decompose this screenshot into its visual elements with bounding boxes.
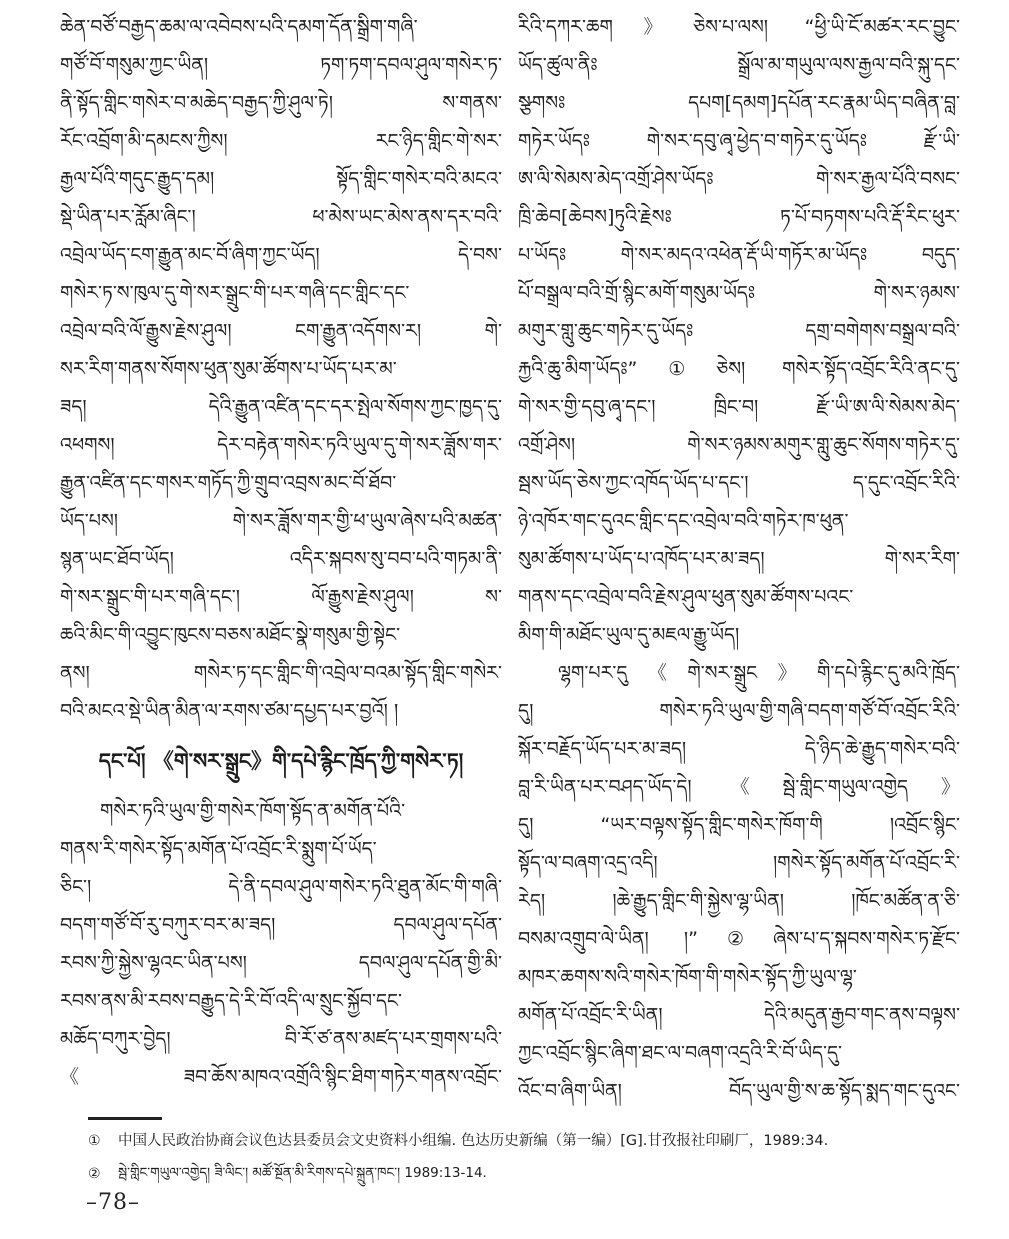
text-line: ཀྱང་འབྲོང་སྙིང་ཞིག་ཐང་ལ་བཞག་འདྲའི་རི་བོ་ཡིད་དུ་ xyxy=(518,1042,843,1064)
text-line: རོང་འབྲོག་མི་དམངས་ཀྱིས། རང་ཉིད་གླིང་གེ་སར་ xyxy=(60,130,502,152)
text-line: འོང་བ་ཞིག་ཡིན། བོད་ཡུལ་གྱི་ས་ཆ་སྟོད་སྨད་གང་དུའང་ xyxy=(518,1080,960,1102)
text-line: མགོན་པོ་འབྲོང་རི་ཡིན། དེའི་མདུན་རྒྱབ་གང་ནས་བལྟས་ xyxy=(518,1004,960,1026)
footnote-1-marker: ① xyxy=(88,1133,101,1149)
text-line: རེད། །ཆེ་རྒྱུད་གླིང་གི་སྐྱེས་ལྷ་ཡིན། །ཁོང་མཚོན་ན་ཅི་ xyxy=(518,890,960,912)
page-number: –78– xyxy=(86,1190,140,1215)
text-line: དུ། “ཡར་བལྟས་སྟོད་གླིང་གསེར་ཁོག་གི །འབྲོང་སྙིང་ xyxy=(518,814,960,836)
text-line: རབས་ཀྱི་སྐྱེས་ལྷའང་ཡིན་པས། དབལ་ཤུལ་དཔོན་གྱི་མི་ xyxy=(60,952,502,974)
footnote-block xyxy=(88,1117,948,1197)
text-line: བླ་རི་ཡིན་པར་བཤད་ཡོད་དེ། 《སྦེ་གླིང་གཡུལ་འགྱེད》 xyxy=(518,776,960,798)
text-line: ཁྲི་ཆེབ[ཆེབས]ཏུའི་རྗེསཿ ཏ་པོ་བཏགས་པའི་རྡོ་རིང་ཕུར་ xyxy=(518,206,960,228)
footnote-1 xyxy=(88,1131,948,1164)
text-line: སར་རིག་གནས་སོགས་ཕུན་སུམ་ཚོགས་པ་ཡོད་པར་མ་ xyxy=(60,358,397,380)
text-line: འཕགས། དེར་བརྟེན་གསེར་ཏའི་ཡུལ་དུ་གེ་སར་ཟློས་གར་ xyxy=(60,434,502,456)
text-line: སྟོད་ལ་བཞག་འདྲ་འདི། །གསེར་སྟོད་མགོན་པོ་འབྲོང་རི་ xyxy=(518,852,960,874)
text-line: བའི་མངའ་སྡེ་ཡིན་མིན་ལ་རགས་ཙམ་དཔྱད་པར་བྱའོ། ། xyxy=(60,700,399,722)
footnote-2-marker: ② xyxy=(88,1166,101,1182)
text-line: ཡོད་པས། གེ་སར་ཟློས་གར་གྱི་ཕ་ཡུལ་ཞེས་པའི་མཚན་ xyxy=(60,510,502,532)
text-line: ཨ་ལི་སེམས་མེད་འགྲོ་ཤེས་ཡོདཿ གེ་སར་རྒྱལ་པོའི་བསང་ xyxy=(518,168,960,190)
section-heading: དང་པོ། 《གེ་སར་སྒྲུང》གི་དཔེ་རྙིང་ཁྲོད་ཀྱི་གསེར་ཏ། xyxy=(98,749,464,773)
right-column xyxy=(518,8,960,1110)
text-line: དུ། གསེར་ཏའི་ཡུལ་གྱི་གཞི་བདག་གཙོ་བོ་འབྲོང་རིའི་ xyxy=(518,700,960,722)
text-line: སུམ་ཚོགས་པ་ཡོད་པ་འཁོད་པར་མ་ཟད། གེ་སར་རིག་ xyxy=(518,548,960,570)
text-line: ཅིང་། དེ་ནི་དབལ་ཤུལ་གསེར་ཏའི་ཐུན་མོང་གི་གཞི་ xyxy=(60,876,502,898)
text-line: གཏེར་ཡོདཿ གེ་སར་དབུ་ཞྭ་ཕྱེད་བ་གཏེར་དུ་ཡོདཿ རྫོ་ཡི་ xyxy=(518,130,960,152)
text-line: མིག་གི་མཐོང་ཡུལ་དུ་མཇལ་རྒྱུ་ཡོད། xyxy=(518,624,740,646)
text-line: གེ་སར་སྒྲུང་གི་པར་གཞི་དང་། ལོ་རྒྱུས་རྗེས་ཤུལ། ས་ xyxy=(60,586,502,608)
text-line: བསམ་འགྲུབ་ལེ་ཡིན། །”②ཞེས་པ་ད་སྐབས་གསེར་ཏ་རྫོང་ xyxy=(518,928,960,950)
text-line: མགུར་གླུ་ཆུང་གཏེར་དུ་ཡོདཿ དགྲ་བགེགས་བསྒྲལ་བའི་ xyxy=(518,320,960,342)
footnote-1-text: 中国人民政治协商会议色达县委员会文史资料小组编. 色达历史新编（第一编）[G].甘孜报社印刷厂，1989:34. xyxy=(118,1133,829,1149)
text-columns xyxy=(60,8,960,1110)
text-line: བདག་གཙོ་བོ་རུ་བཀུར་བར་མ་ཟད། དབལ་ཤུལ་དཔོན་ xyxy=(60,914,502,936)
text-line: གསེར་ཏའི་ཡུལ་གྱི་གསེར་ཁོག་སྟོད་ན་མགོན་པོའི་ xyxy=(100,800,406,822)
text-line: ཟད། དེའི་རྒྱུན་འཛིན་དང་དར་སྤེལ་སོགས་ཀྱང་ཁྱད་དུ་ xyxy=(60,396,502,418)
text-line: རྐྱའི་ཆུ་མིག་ཡོདཿ”①ཅེས། གསེར་སྟོད་འབྲོང་རིའི་ནང་དུ་ xyxy=(518,358,960,380)
text-line: སྩགསཿ དཔག[དམག]དཔོན་རང་རྣམ་ཡིད་བཞིན་བླ་ xyxy=(518,92,960,114)
text-line: གེ་སར་གྱི་དབུ་ཞྭ་དང་། ཁྲིང་བ། རྫོ་ཡི་ཨ་ལི་སེམས་མེད་ xyxy=(518,396,960,418)
text-line: རྒྱུན་འཛིན་དང་གསར་གཏོད་ཀྱི་གྲུབ་འབྲས་མང་བོ་ཐོབ་ xyxy=(60,472,397,494)
text-line: མཆོད་བཀུར་བྱེད། བི་རོ་ཙ་ནས་མཛད་པར་གྲགས་པའི་ xyxy=(60,1028,502,1050)
text-line: ནས། གསེར་ཏ་དང་གླིང་གི་འབྲེལ་བའམ་སྟོད་གླིང་གསེར་ xyxy=(60,662,502,684)
text-line: སྙན་ཡང་ཐོབ་ཡོད། འདིར་སྐབས་སུ་བབ་པའི་གཏམ་ནི་ xyxy=(60,548,502,570)
text-line: སྡེ་ཡིན་པར་རློམ་ཞིང་། ཕ་མེས་ཡང་མེས་ནས་དར་བའི་ xyxy=(60,206,502,228)
text-line: སྦས་ཡོད་ཅེས་ཀྱང་འཁོད་ཡོད་པ་དང་། ད་དུང་འབྲོང་རིའི་ xyxy=(518,472,960,494)
text-line: ནི་སྟོད་གླིང་གསེར་བ་མཆེད་བརྒྱད་ཀྱི་ཤུལ་ཏེ། ས་གནས་ xyxy=(60,92,502,114)
text-line: གཙོ་བོ་གསུམ་ཀྱང་ཡིན། ཏག་ཏག་དབལ་ཤུལ་གསེར་ཏ་ xyxy=(60,54,502,76)
text-line: ཉེ་འཁོར་གང་དུའང་གླིང་དང་འབྲེལ་བའི་གཏེར་ཁ་ཕུན་ xyxy=(518,510,849,532)
text-line: འགྲོ་ཤེས། གེ་སར་ཉམས་མགུར་གླུ་ཆུང་སོགས་གཏེར་དུ་ xyxy=(518,434,960,456)
text-line: རྒྱལ་པོའི་གདུང་རྒྱུད་དམ། སྟོད་གླིང་གསེར་བའི་མངའ་ xyxy=(60,168,502,190)
text-line: 《ཟབ་ཆོས་མཁའ་འགྲོའི་སྙིང་ཐིག་གཏེར་གནས་འབྲོང་ xyxy=(60,1066,502,1088)
text-line: ཆེན་བཙོ་བརྒྱད་ཆམ་ལ་འབེབས་པའི་དམག་དོན་སྒྲིག་གཞི་ xyxy=(60,16,418,38)
text-line: འབྲེལ་བའི་ལོ་རྒྱུས་རྗེས་ཤུལ། ངག་རྒྱུན་འདོགས་ར། གེ་ xyxy=(60,320,502,342)
text-line: ཆའི་མིང་གི་འབྱུང་ཁུངས་བཅས་མཐོང་སྣེ་གསུམ་གྱི་སྟེང་ xyxy=(60,624,401,646)
text-line: ལྷག་པར་དུ《གེ་སར་སྒྲུང》གི་དཔེ་རྙིང་དུ་མའི་ཁྲོད་ xyxy=(558,662,960,684)
text-line: མཁར་ཆགས་སའི་གསེར་ཁོག་གི་གསེར་སྟོད་ཀྱི་ཡུལ་ལྷ་ xyxy=(518,966,857,988)
text-line: པོ་བསྒྲལ་བའི་གྲོ་སྙིང་མགོ་གསུམ་ཡོདཿ གེ་སར་ཉམས་ xyxy=(518,282,960,304)
footnote-2-text: སྦེ་གླིང་གཡུལ་འགྱེད། ཟི་ལིང་། མཚོ་སྔོན་མི་རིགས་དཔེ་སྐྲུན་ཁང་། 1989:13-14. xyxy=(118,1165,487,1181)
text-line: གནས་རི་གསེར་སྟོད་མགོན་པོ་འབྲོང་རི་སྨུག་པོ་ཡོད་ xyxy=(60,838,377,860)
footnote-2 xyxy=(88,1164,948,1197)
text-line: གསེར་ཏ་ས་ཁུལ་དུ་གེ་སར་སྒྲུང་གི་པར་གཞི་དང་གླིང་དང་ xyxy=(60,282,410,304)
text-line: གནས་དང་འབྲེལ་བའི་རྗེས་ཤུལ་ཕུན་སུམ་ཚོགས་པའང་ xyxy=(518,586,854,608)
text-line: འབྲེལ་ཡོད་ངག་རྒྱུན་མང་བོ་ཞིག་ཀྱང་ཡོད། དེ་བས་ xyxy=(60,244,502,266)
text-line: རིའི་དཀར་ཆག》ཅེས་པ་ལས། “ཕྱི་ཡི་ངོ་མཚར་རང་བྱུང་ xyxy=(518,16,960,38)
left-column xyxy=(60,8,502,1110)
text-line: པ་ཡོདཿ གེ་སར་མདའ་འཕེན་རྡོ་ཡི་གཏོར་མ་ཡོདཿ བདུད་ xyxy=(518,244,960,266)
footnote-separator xyxy=(88,1117,162,1120)
text-line: རབས་ནས་མི་རབས་བརྒྱུད་དེ་རི་བོ་འདི་ལ་སྲུང་སྐྱོབ་དང་ xyxy=(60,990,402,1012)
text-line: སྐོར་བརྗོད་ཡོད་པར་མ་ཟད། དེ་ཉིད་ཆེ་རྒྱུད་གསེར་བའི་ xyxy=(518,738,960,760)
text-line: ཡོད་ཚུལ་ནིཿ སྒྲོལ་མ་གཡུལ་ལས་རྒྱལ་བའི་སྐུ་དང་ xyxy=(518,54,960,76)
